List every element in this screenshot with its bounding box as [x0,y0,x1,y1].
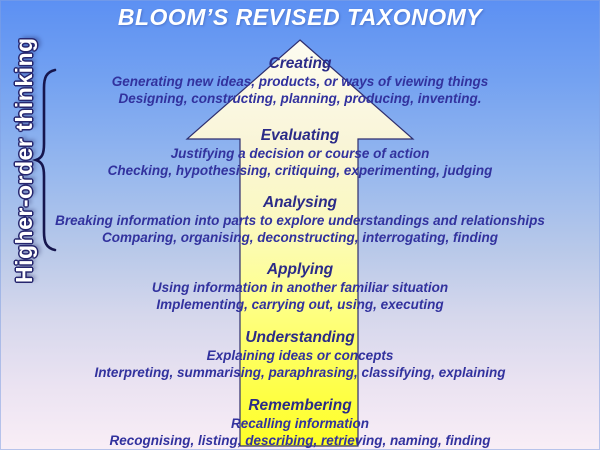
level-definition: Explaining ideas or concepts [206,348,394,363]
level-name: Understanding [245,329,355,346]
level-verbs: Checking, hypothesising, critiquing, experimenting, judging [107,162,493,178]
level-name: Evaluating [260,127,340,144]
level-verbs: Comparing, organising, deconstructing, interrogating, finding [102,229,498,245]
level-name: Remembering [248,397,352,414]
page-title: BLOOM’S REVISED TAXONOMY [117,4,483,30]
level-definition: Using information in another familiar situation [151,280,449,295]
level-definition: Breaking information into parts to explore understandings and relationships [55,213,545,228]
level-name: Applying [266,261,334,278]
level-verbs: Designing, constructing, planning, producing, inventing. [118,90,482,106]
level-name: Analysing [262,194,338,211]
level-verbs: Implementing, carrying out, using, executing [156,296,444,312]
level-definition: Justifying a decision or course of action [170,146,430,161]
level-block-applying [0,261,600,313]
level-block-analysing [0,194,600,246]
level-verbs: Interpreting, summarising, paraphrasing, classifying, explaining [94,364,506,380]
level-block-remembering [0,397,600,449]
level-block-creating [0,55,600,107]
level-definition: Generating new ideas, products, or ways of viewing things [111,74,489,89]
level-name: Creating [268,55,332,72]
level-verbs: Recognising, listing, describing, retrieving, naming, finding [109,432,491,448]
level-block-evaluating [0,127,600,179]
level-definition: Recalling information [230,416,369,431]
level-block-understanding [0,329,600,381]
higher-order-thinking-label: Higher-order thinking [11,37,37,283]
